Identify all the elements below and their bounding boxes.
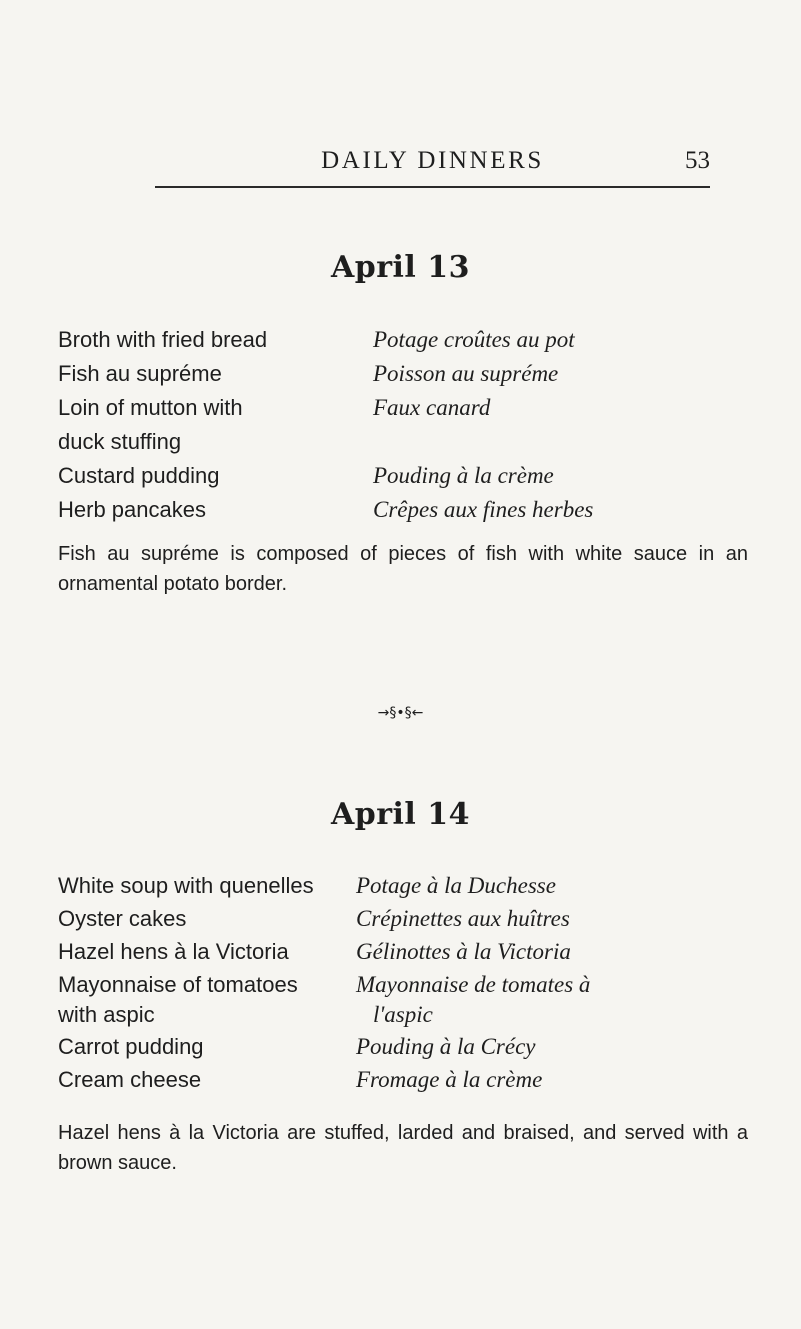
dish-french: Crêpes aux fines herbes bbox=[373, 497, 594, 522]
dish-english: Carrot pudding bbox=[58, 1034, 204, 1059]
dish-english: Custard pudding bbox=[58, 463, 220, 488]
running-head bbox=[155, 143, 710, 187]
dish-english: Fish au supréme bbox=[58, 361, 222, 386]
dish-french: Pouding à la crème bbox=[373, 463, 554, 488]
dish-french: Pouding à la Crécy bbox=[356, 1034, 536, 1059]
dish-english: Hazel hens à la Victoria bbox=[58, 939, 289, 964]
dish-english: Loin of mutton with bbox=[58, 395, 243, 420]
running-title: DAILY DINNERS bbox=[321, 147, 544, 174]
dish-french: Poisson au supréme bbox=[373, 361, 559, 386]
dish-english: Mayonnaise of tomatoes bbox=[58, 972, 298, 997]
dish-english: Herb pancakes bbox=[58, 497, 206, 522]
day-heading-april-13: April 13 bbox=[330, 250, 471, 285]
dish-english-continued: duck stuffing bbox=[58, 429, 182, 454]
dish-french: Crépinettes aux huîtres bbox=[356, 906, 570, 931]
day-heading-april-14: April 14 bbox=[330, 797, 471, 832]
dish-french: Faux canard bbox=[373, 395, 491, 420]
dish-french: Potage croûtes au pot bbox=[373, 327, 575, 352]
dish-french: Mayonnaise de tomates à bbox=[356, 972, 591, 997]
dish-english: Broth with fried bread bbox=[58, 327, 268, 352]
dish-english: Oyster cakes bbox=[58, 906, 187, 931]
dish-english: Cream cheese bbox=[58, 1067, 202, 1092]
page-number: 53 bbox=[685, 147, 710, 174]
dish-french-continued: l'aspic bbox=[373, 1002, 433, 1027]
dish-english-continued: with aspic bbox=[58, 1002, 155, 1027]
header-rule bbox=[155, 186, 710, 188]
note-april-14: Hazel hens à la Victoria are stuffed, larded and braised, and served with a brown sauce. bbox=[58, 1122, 748, 1174]
dish-english: White soup with quenelles bbox=[58, 873, 314, 898]
ornament-divider: →§•§← bbox=[377, 705, 424, 721]
dish-french: Gélinottes à la Victoria bbox=[356, 939, 571, 964]
dish-french: Fromage à la crème bbox=[356, 1067, 543, 1092]
dish-french: Potage à la Duchesse bbox=[356, 873, 556, 898]
note-april-13: Fish au supréme is composed of pieces of fish with white sauce in an ornamental potato border. bbox=[58, 543, 748, 595]
